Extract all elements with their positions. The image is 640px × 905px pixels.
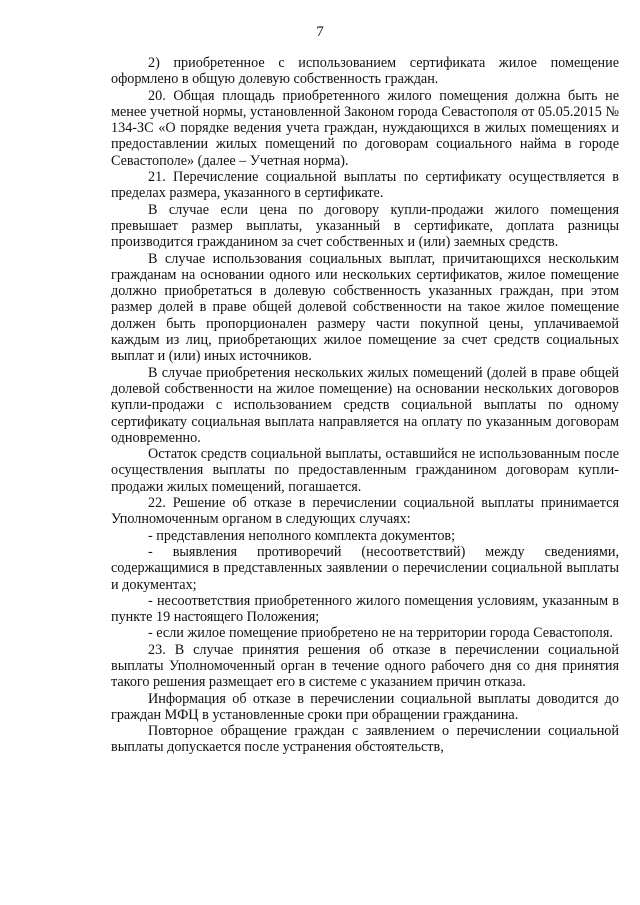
list-item: - несоответствия приобретенного жилого помещения условиям, указанным в пункте 19 настоящего Положения; [111,592,619,626]
paragraph: В случае приобретения нескольких жилых помещений (долей в праве общей долевой собственности на жилое помещение) на основании нескольких договоров купли-продажи с использованием средств социальной выплаты по одному сертификату социальная выплата направляется на оплату по указанным договорам одновременно. [111,364,619,446]
page-number: 7 [316,24,324,40]
paragraph: 22. Решение об отказе в перечислении социальной выплаты принимается Уполномоченным органом в следующих случаях: [111,495,619,528]
document-body [111,55,619,756]
list-item: - представления неполного комплекта документов; [148,527,456,544]
list-item: - выявления противоречий (несоответствий) между сведениями, содержащимися в представленных заявлении о перечислении социальной выплаты и документах; [111,543,619,593]
paragraph: 21. Перечисление социальной выплаты по сертификату осуществляется в пределах размера, указанного в сертификате. [111,169,619,202]
paragraph: В случае использования социальных выплат, причитающихся нескольким гражданам на основании одного или нескольких сертификатов, жилое помещение должно приобретаться в долевую собственность указанных граждан, при этом размер долей в праве общей долевой собственности на такое жилое помещение должен быть пропорционален размеру части покупной цены, уплачиваемой каждым из лиц, приобретающих жилое помещение за счет средств социальных выплат и (или) иных источников. [111,250,619,365]
paragraph: 20. Общая площадь приобретенного жилого помещения должна быть не менее учетной нормы, установленной Законом города Севастополя от 05.05.2015 № 134-ЗС «О порядке ведения учета граждан, нуждающихся в жилых помещениях и предоставлении жилых помещений по договорам социального найма в городе Севастополе» (далее – Учетная норма). [111,87,619,169]
paragraph: Повторное обращение граждан с заявлением о перечислении социальной выплаты допускается после устранения обстоятельств, [111,723,619,756]
paragraph: В случае если цена по договору купли-продажи жилого помещения превышает размер выплаты, указанный в сертификате, доплата разницы производится гражданином за счет собственных и (или) заемных средств. [111,201,619,251]
paragraph: 23. В случае принятия решения об отказе в перечислении социальной выплаты Уполномоченный орган в течение одного рабочего дня со дня принятия такого решения размещает его в системе с указанием причин отказа. [111,641,619,691]
paragraph: 2) приобретенное с использованием сертификата жилое помещение оформлено в общую долевую собственность граждан. [111,55,619,88]
paragraph: Остаток средств социальной выплаты, оставшийся не использованным после осуществления выплаты по предоставленным гражданином договорам купли-продажи жилых помещений, погашается. [111,446,619,495]
paragraph: Информация об отказе в перечислении социальной выплаты доводится до граждан МФЦ в установленные сроки при обращении гражданина. [111,690,619,723]
list-item: - если жилое помещение приобретено не на территории города Севастополя. [148,625,613,642]
